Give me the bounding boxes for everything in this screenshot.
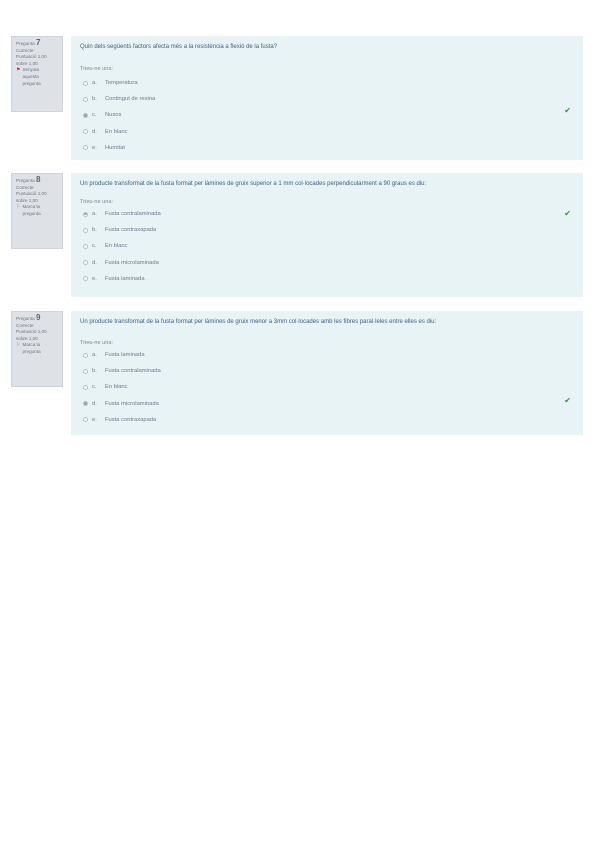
answer-label: En blanc <box>105 384 128 391</box>
question-number-value: 7 <box>35 38 41 47</box>
question-info-panel <box>11 311 63 387</box>
answer-option[interactable]: d. Fusta microlaminada <box>80 255 573 271</box>
flag-question-toggle[interactable] <box>16 204 41 217</box>
flag-label: Senyala aquesta pregunta <box>22 67 41 86</box>
answer-label: Humitat <box>105 144 125 151</box>
radio-button[interactable] <box>83 97 88 102</box>
flag-outline-icon: ⚐ <box>16 342 21 349</box>
question-number-value: 8 <box>35 175 41 184</box>
flag-outline-icon: ⚐ <box>16 204 21 211</box>
question-label: Pregunta <box>16 316 35 321</box>
answer-option[interactable]: b. Fusta contralaminada <box>80 363 573 379</box>
radio-button[interactable] <box>83 369 88 374</box>
question-state: Correcte <box>16 184 34 190</box>
radio-button[interactable] <box>83 81 88 86</box>
answer-prompt: Trieu-ne una: <box>80 66 114 72</box>
answer-prompt: Trieu-ne una: <box>80 340 114 346</box>
radio-button-checked[interactable] <box>83 401 88 406</box>
question-grade: Puntuació 1,00 sobre 1,00 <box>16 54 47 66</box>
question-info-panel <box>11 36 63 112</box>
answer-option-selected[interactable]: d. Fusta microlaminada <box>80 396 573 412</box>
answer-option[interactable]: b. Contingut de resina <box>80 91 573 107</box>
answer-option[interactable]: c. En blanc <box>80 238 573 254</box>
checkmark-icon: ✔ <box>564 209 571 218</box>
answer-option[interactable]: d. En blanc <box>80 124 573 140</box>
checkmark-icon: ✔ <box>564 396 571 405</box>
question-number-value: 9 <box>35 313 41 322</box>
question-number <box>16 40 58 48</box>
answer-label: Fusta contralaminada <box>105 368 161 375</box>
flag-icon: ⚑ <box>16 67 21 74</box>
question-state: Correcte <box>16 47 34 53</box>
answer-option-selected[interactable]: c. Nusos <box>80 107 573 123</box>
answer-label: Fusta laminada <box>105 275 145 282</box>
answer-label: Fusta contralaminada <box>105 211 161 218</box>
radio-button[interactable] <box>83 417 88 422</box>
question-number <box>16 177 58 185</box>
answer-option[interactable]: c. En blanc <box>80 379 573 395</box>
answer-label: En blanc <box>105 243 128 250</box>
answer-label: Nusos <box>105 112 122 119</box>
answer-label: En blanc <box>105 128 128 135</box>
flag-question-toggle[interactable] <box>16 342 41 355</box>
answer-options <box>80 75 573 156</box>
answer-label: Temperatura <box>105 80 138 87</box>
question-grade: Puntuació 1,00 sobre 1,00 <box>16 191 47 203</box>
answer-label: Fusta microlaminada <box>105 400 159 407</box>
question-text: Quin dels següents factors afecta més a la resistència a flexió de la fusta? <box>80 44 278 50</box>
question-text: Un producte transformat de la fusta format per làmines de gruix menor a 3mm col·locades amb les fibres paral·leles entre elles es diu: <box>80 319 437 325</box>
answer-options <box>80 206 573 287</box>
question-text: Un producte transformat de la fusta format per làmines de gruix superior a 1 mm col·locades perpendicularment a 90 graus es diu: <box>80 181 427 187</box>
answer-option[interactable]: e. Fusta laminada <box>80 271 573 287</box>
answer-option[interactable]: a. Fusta laminada <box>80 347 573 363</box>
answer-label: Contingut de resina <box>105 96 156 103</box>
answer-prompt: Trieu-ne una: <box>80 199 114 205</box>
radio-button-checked[interactable] <box>83 212 88 217</box>
radio-button[interactable] <box>83 145 88 150</box>
answer-option[interactable]: a. Temperatura <box>80 75 573 91</box>
answer-options <box>80 347 573 428</box>
answer-option[interactable]: b. Fusta contraxapada <box>80 222 573 238</box>
question-info-panel <box>11 173 63 249</box>
checkmark-icon: ✔ <box>564 106 571 115</box>
question-state: Correcte <box>16 322 34 328</box>
question-number <box>16 315 58 323</box>
radio-button[interactable] <box>83 276 88 281</box>
answer-label: Fusta laminada <box>105 352 145 359</box>
flag-label: Marca la pregunta <box>22 342 41 354</box>
question-content <box>71 311 583 435</box>
answer-option-selected[interactable]: a. Fusta contralaminada <box>80 206 573 222</box>
question-label: Pregunta <box>16 178 35 183</box>
answer-label: Fusta contraxapada <box>105 416 157 423</box>
radio-button[interactable] <box>83 385 88 390</box>
answer-label: Fusta microlaminada <box>105 259 159 266</box>
question-label: Pregunta <box>16 41 35 46</box>
radio-button[interactable] <box>83 260 88 265</box>
radio-button[interactable] <box>83 129 88 134</box>
radio-button[interactable] <box>83 228 88 233</box>
question-grade: Puntuació 1,00 sobre 1,00 <box>16 329 47 341</box>
answer-option[interactable]: e. Fusta contraxapada <box>80 412 573 428</box>
question-content <box>71 173 583 297</box>
radio-button[interactable] <box>83 353 88 358</box>
flag-label: Marca la pregunta <box>22 204 41 216</box>
radio-button[interactable] <box>83 244 88 249</box>
flag-question-toggle[interactable] <box>16 67 41 87</box>
question-content <box>71 36 583 160</box>
radio-button-checked[interactable] <box>83 113 88 118</box>
answer-label: Fusta contraxapada <box>105 227 157 234</box>
answer-option[interactable]: e. Humitat <box>80 140 573 156</box>
